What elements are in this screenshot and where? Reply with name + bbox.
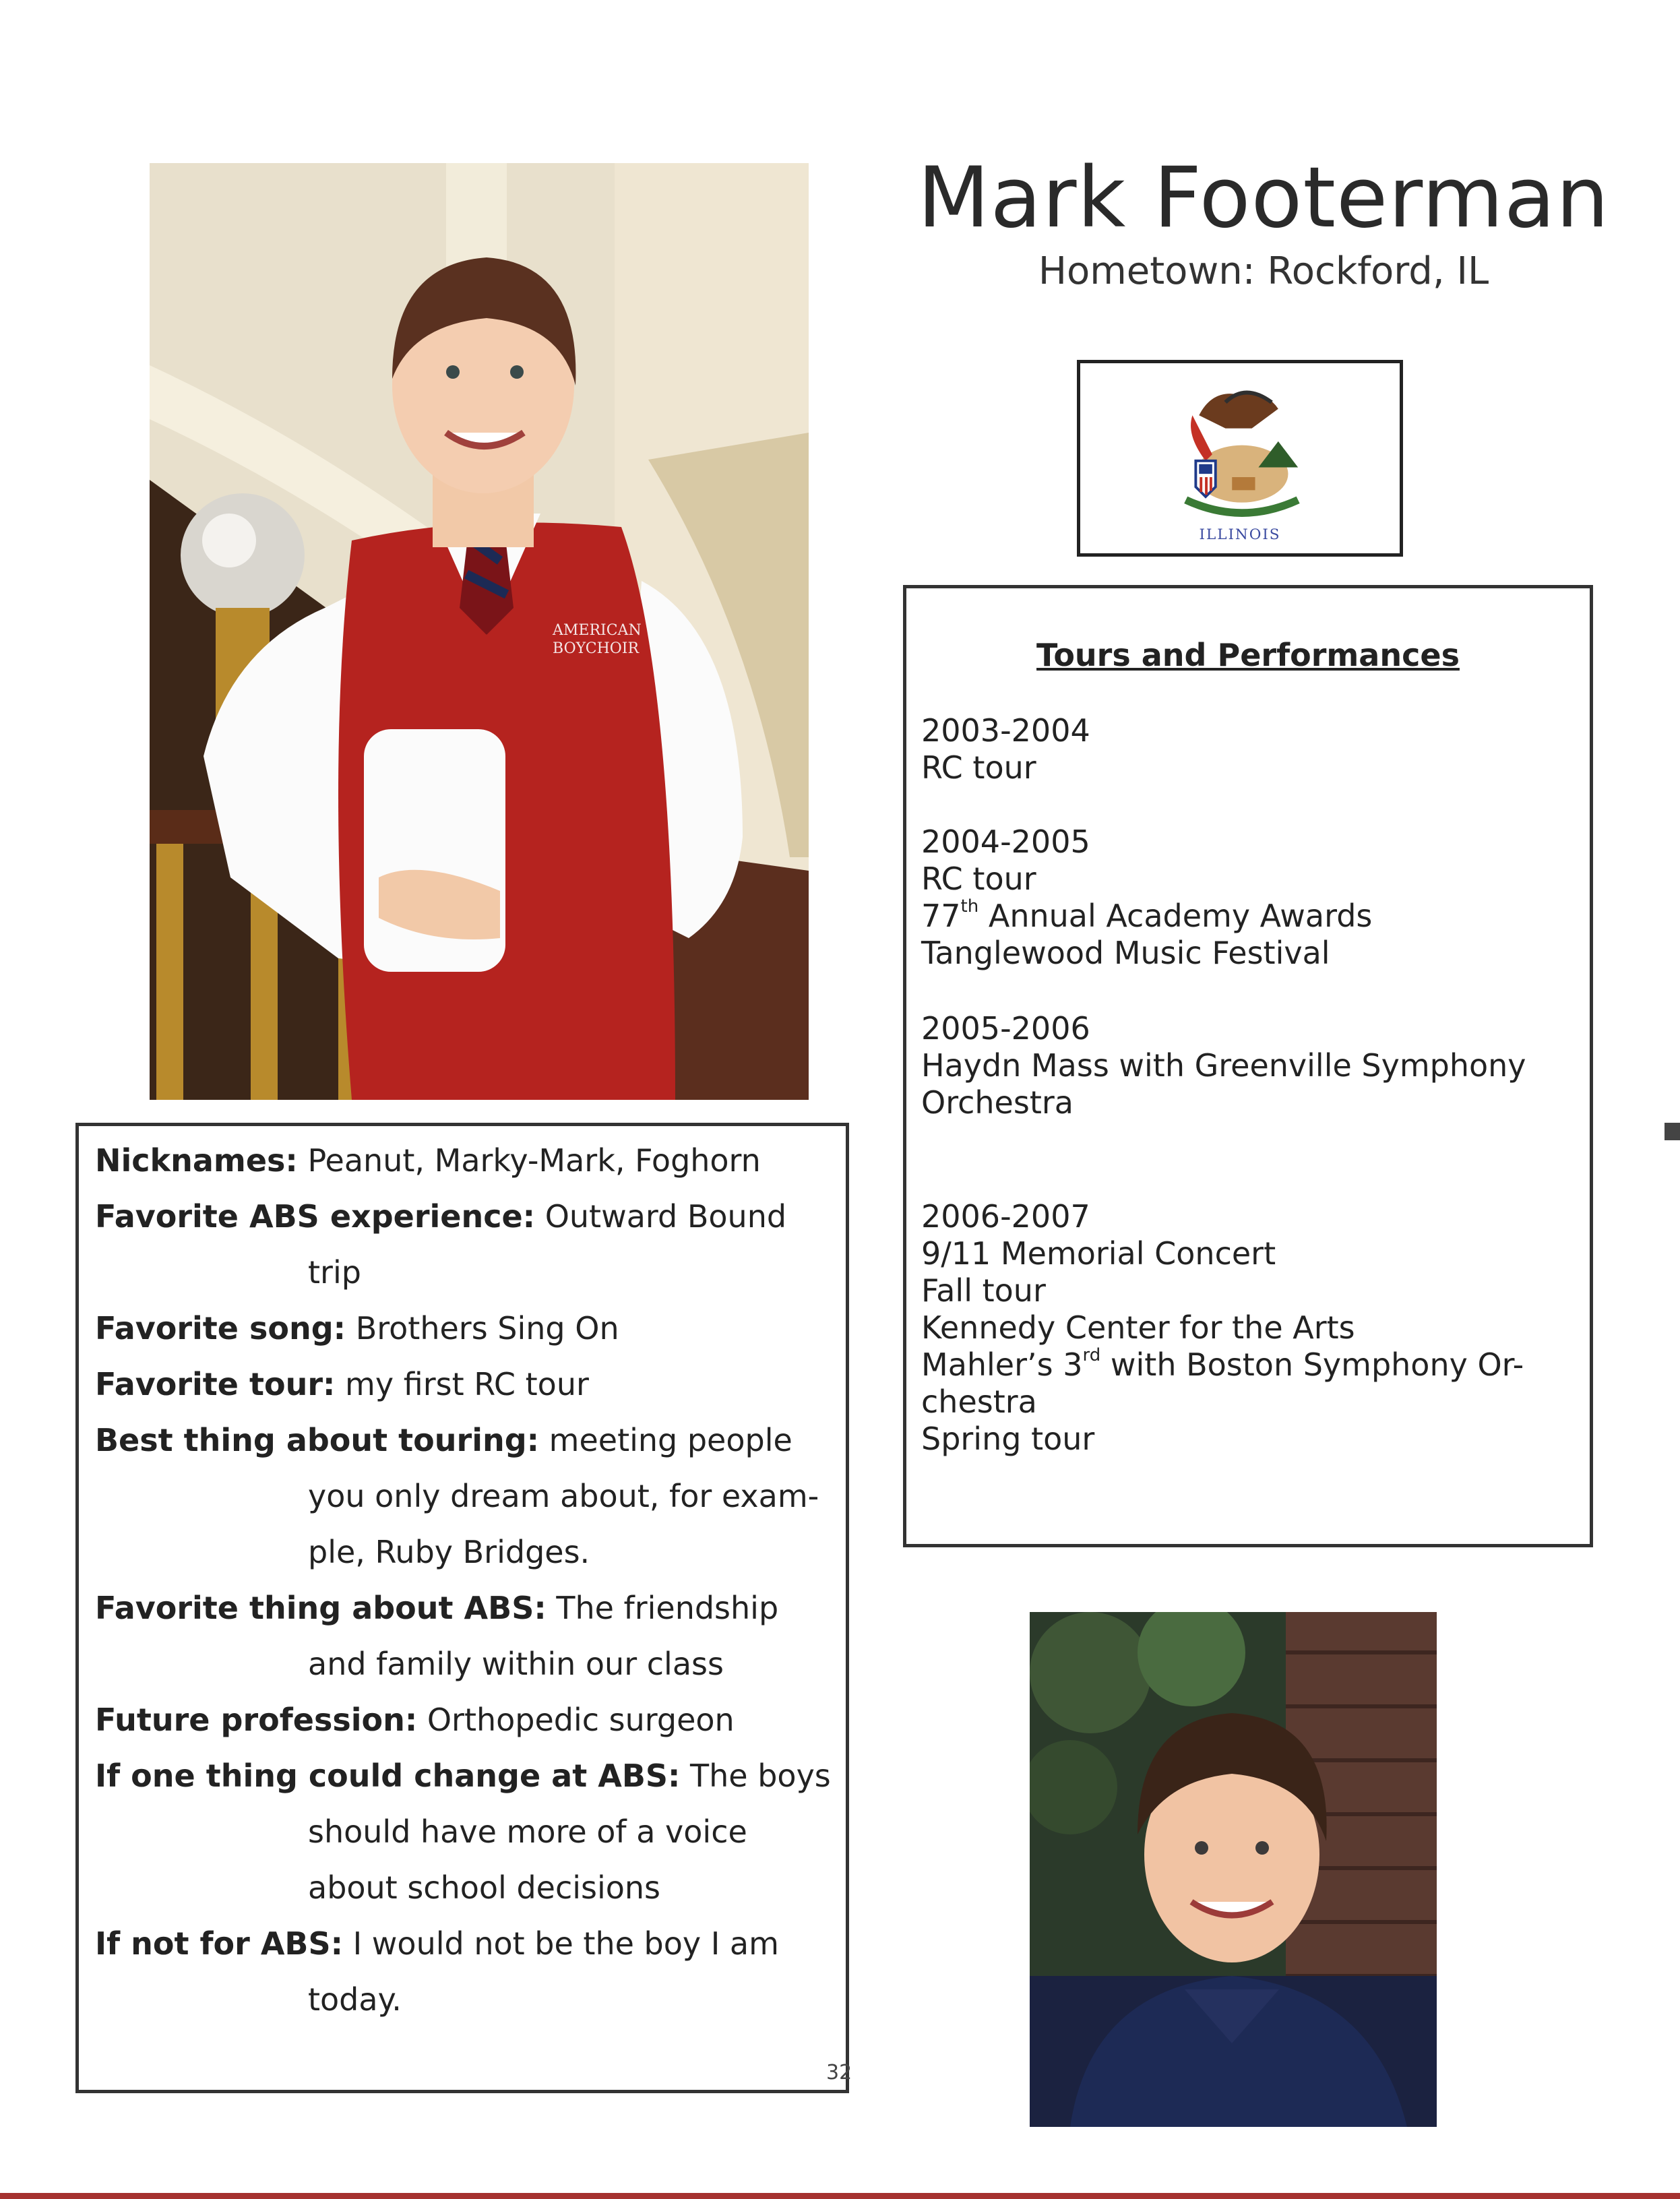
detail-favorite-song: Favorite song: Brothers Sing On bbox=[95, 1310, 619, 1346]
detail-favorite-thing-abs: Favorite thing about ABS: The friendship and family within our class bbox=[95, 1590, 779, 1682]
page-number: 32 bbox=[826, 2061, 852, 2084]
detail-one-thing-change: If one thing could change at ABS: The boys should have more of a voice about school decisions bbox=[95, 1758, 831, 1906]
portrait-illustration bbox=[150, 163, 809, 1100]
tours-box bbox=[903, 585, 1593, 1547]
tour-year: 2004-2005 bbox=[921, 824, 1090, 860]
main-portrait-photo bbox=[150, 163, 809, 1100]
tour-item: Mahler’s 3rd with Boston Symphony Or- bbox=[921, 1344, 1524, 1383]
tour-item: Haydn Mass with Greenville Symphony bbox=[921, 1047, 1526, 1084]
student-name: Mark Footerman bbox=[917, 150, 1610, 247]
tour-item: chestra bbox=[921, 1384, 1037, 1420]
tour-item: Spring tour bbox=[921, 1421, 1095, 1457]
flag-label: ILLINOIS bbox=[1199, 526, 1281, 543]
detail-nicknames: Nicknames: Peanut, Marky-Mark, Foghorn bbox=[95, 1142, 761, 1179]
detail-favorite-abs-experience: Favorite ABS experience: Outward Bound trip bbox=[95, 1198, 787, 1291]
details-box bbox=[75, 1123, 849, 2093]
vest-logo-text-1: AMERICAN bbox=[553, 622, 642, 639]
tour-item: 77th Annual Academy Awards bbox=[921, 896, 1373, 934]
detail-best-thing-touring: Best thing about touring: meeting people you only dream about, for exam- ple, Ruby Bridges. bbox=[95, 1422, 819, 1570]
tour-year-block bbox=[921, 824, 1372, 972]
detail-future-profession: Future profession: Orthopedic surgeon bbox=[95, 1702, 735, 1738]
tour-item: RC tour bbox=[921, 861, 1036, 897]
tour-item: Kennedy Center for the Arts bbox=[921, 1309, 1355, 1346]
tour-year: 2003-2004 bbox=[921, 712, 1090, 749]
candid-photo bbox=[1030, 1612, 1437, 2127]
hometown: Hometown: Rockford, IL bbox=[1038, 249, 1489, 293]
candid-illustration bbox=[1030, 1612, 1437, 2127]
side-mark bbox=[1665, 1123, 1680, 1140]
tour-item: Fall tour bbox=[921, 1272, 1046, 1309]
bottom-rule bbox=[0, 2193, 1680, 2199]
tour-year-block bbox=[921, 712, 1090, 786]
illinois-seal-icon bbox=[1080, 363, 1400, 553]
vest-logo-text-2: BOYCHOIR bbox=[553, 640, 640, 657]
tour-year-block bbox=[921, 1198, 1524, 1458]
tour-year: 2005-2006 bbox=[921, 1010, 1090, 1047]
tour-year: 2006-2007 bbox=[921, 1198, 1090, 1235]
detail-favorite-tour: Favorite tour: my first RC tour bbox=[95, 1366, 589, 1402]
tour-item: 9/11 Memorial Concert bbox=[921, 1235, 1276, 1272]
tours-title: Tours and Performances bbox=[1036, 637, 1460, 673]
tour-item: RC tour bbox=[921, 749, 1036, 786]
tour-item: Tanglewood Music Festival bbox=[921, 935, 1330, 971]
detail-if-not-for-abs: If not for ABS: I would not be the boy I am today. bbox=[95, 1925, 779, 2018]
illinois-flag bbox=[1077, 360, 1403, 557]
tour-item: Orchestra bbox=[921, 1084, 1074, 1121]
tour-year-block bbox=[921, 1010, 1526, 1121]
